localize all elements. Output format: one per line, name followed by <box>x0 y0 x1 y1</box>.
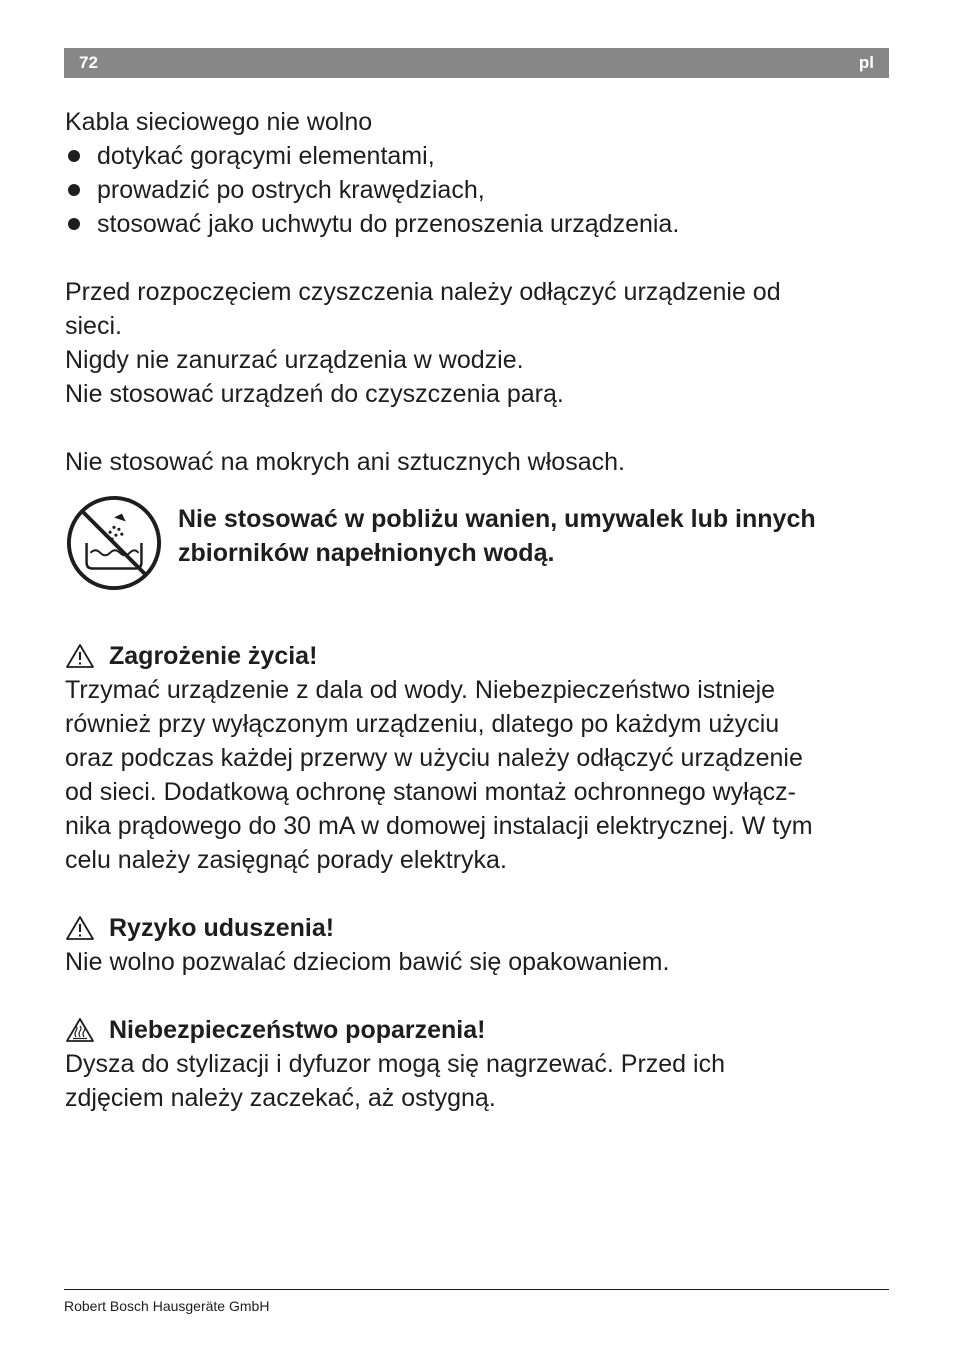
warning-line: oraz podczas każdej przerwy w użyciu należy odłączyć urządzenie <box>65 744 803 772</box>
bullet-icon <box>68 150 80 162</box>
warning-title: Ryzyko uduszenia! <box>109 914 335 942</box>
warning-heading-life <box>65 639 890 673</box>
no-water-icon <box>65 494 163 592</box>
warning-line: Dysza do stylizacji i dyfuzor mogą się nagrzewać. Przed ich <box>65 1050 725 1078</box>
hot-surface-warning-icon <box>65 1017 95 1043</box>
bullet-text: stosować jako uchwytu do przenoszenia urządzenia. <box>97 210 680 238</box>
page-content <box>65 105 890 1115</box>
bullet-icon <box>68 218 80 230</box>
warning-triangle-icon <box>65 643 95 669</box>
page-header-bar <box>64 48 889 78</box>
bullet-text: dotykać gorącymi elementami, <box>97 142 435 170</box>
list-item <box>65 139 890 173</box>
language-code: pl <box>858 53 874 72</box>
symbol-notice-text <box>178 502 890 570</box>
symbol-notice-line: zbiorników napełnionych wodą. <box>178 539 555 567</box>
warning-triangle-icon <box>65 915 95 941</box>
symbol-notice <box>65 494 890 594</box>
footer-company: Robert Bosch Hausgeräte GmbH <box>64 1298 270 1314</box>
warning-line: nika prądowego do 30 mA w domowej instalacji elektrycznej. W tym <box>65 812 813 840</box>
bullet-icon <box>68 184 80 196</box>
cleaning-line: Przed rozpoczęciem czyszczenia należy odłączyć urządzenie od <box>65 278 781 306</box>
cleaning-line: Nie stosować urządzeń do czyszczenia parą. <box>65 380 564 408</box>
list-item <box>65 207 890 241</box>
warning-line: również przy wyłączonym urządzeniu, dlatego po każdym użyciu <box>65 710 780 738</box>
page-number: 72 <box>79 53 98 72</box>
warning-line: od sieci. Dodatkową ochronę stanowi montaż ochronnego wyłącz- <box>65 778 796 806</box>
cleaning-line: sieci. <box>65 312 122 340</box>
bullet-text: prowadzić po ostrych krawędziach, <box>97 176 485 204</box>
warning-line: Trzymać urządzenie z dala od wody. Niebezpieczeństwo istnieje <box>65 676 776 704</box>
symbol-notice-line: Nie stosować w pobliżu wanien, umywalek lub innych <box>178 505 816 533</box>
footer-divider <box>64 1289 889 1290</box>
hair-note: Nie stosować na mokrych ani sztucznych włosach. <box>65 448 625 476</box>
list-item <box>65 173 890 207</box>
warning-title: Zagrożenie życia! <box>109 642 318 670</box>
warning-line: zdjęciem należy zaczekać, aż ostygną. <box>65 1084 496 1112</box>
cable-bullet-list <box>65 139 890 241</box>
warning-title: Niebezpieczeństwo poparzenia! <box>109 1016 486 1044</box>
intro-lead: Kabla sieciowego nie wolno <box>65 108 373 136</box>
warning-heading-suffocation <box>65 911 890 945</box>
warning-line: celu należy zasięgnąć porady elektryka. <box>65 846 507 874</box>
warning-heading-burn <box>65 1013 890 1047</box>
cleaning-line: Nigdy nie zanurzać urządzenia w wodzie. <box>65 346 524 374</box>
warning-line: Nie wolno pozwalać dzieciom bawić się opakowaniem. <box>65 948 670 976</box>
